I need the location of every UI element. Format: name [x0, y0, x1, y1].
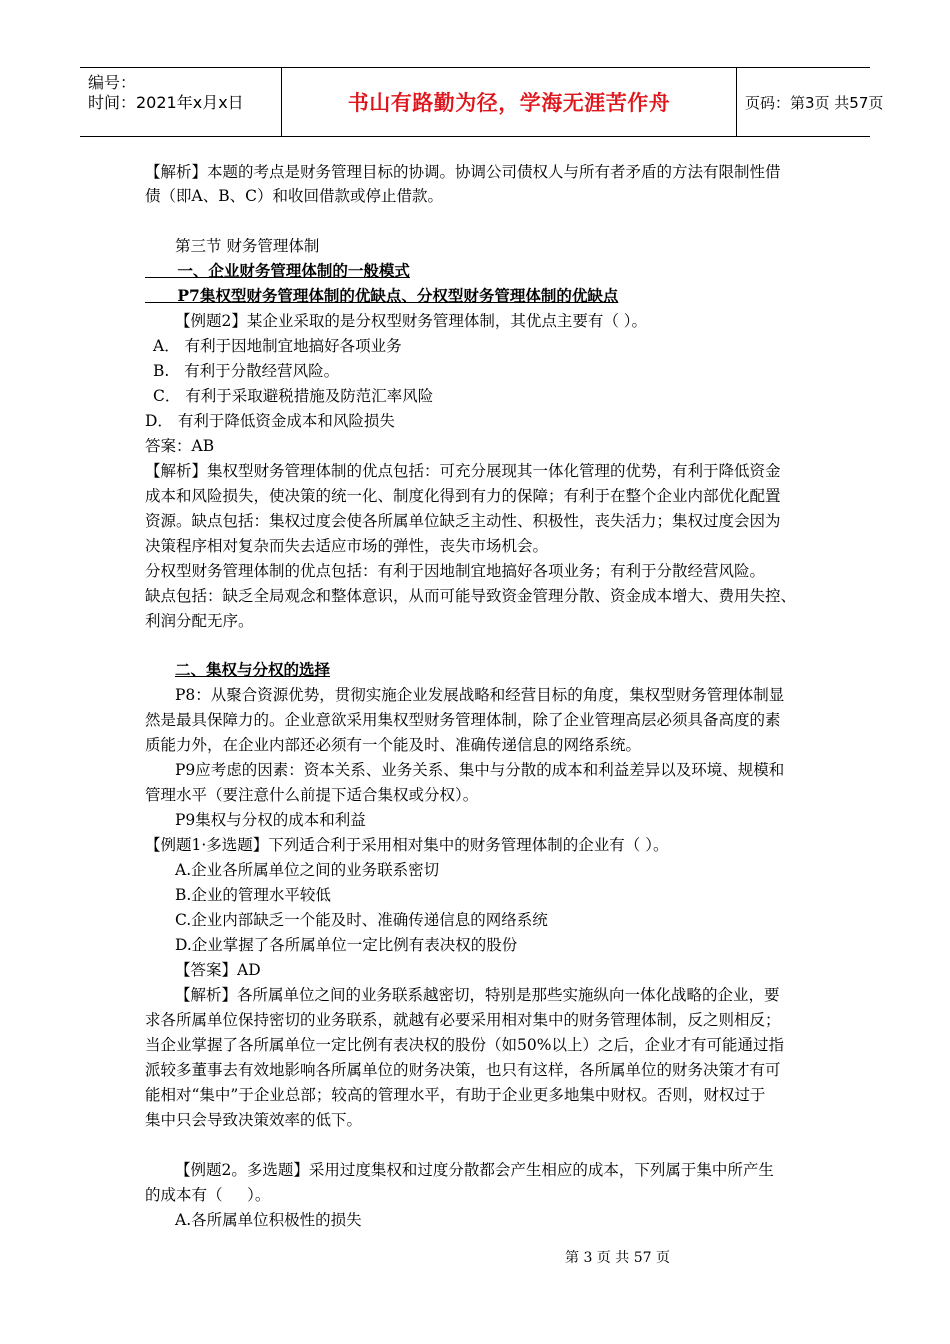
text-line: 然是最具保障力的。企业意欲采用集权型财务管理体制，除了企业管理高层必须具备高度的素: [145, 711, 781, 729]
option-c: C.企业内部缺乏一个能及时、准确传递信息的网络系统: [175, 911, 548, 929]
text-line: 当企业掌握了各所属单位一定比例有表决权的股份（如50%以上）之后，企业才有可能通过指: [145, 1036, 784, 1054]
text-line: 集中只会导致决策效率的低下。: [145, 1111, 363, 1129]
subsection-heading: 二、集权与分权的选择: [175, 660, 331, 679]
question-stem: 【例题2。多选题】采用过度集权和过度分散都会产生相应的成本，下列属于集中所产生: [175, 1161, 774, 1179]
text-line: 资源。缺点包括：集权过度会使各所属单位缺乏主动性、积极性，丧失活力；集权过度会因为: [145, 512, 781, 530]
subsection-heading: 一、企业财务管理体制的一般模式: [145, 261, 410, 280]
text-line: 【解析】本题的考点是财务管理目标的协调。协调公司债权人与所有者矛盾的方法有限制性借: [145, 163, 781, 181]
option-d: D.企业掌握了各所属单位一定比例有表决权的股份: [175, 936, 518, 954]
page-header: [80, 67, 884, 137]
option-c: C． 有利于采取避税措施及防范汇率风险: [153, 387, 434, 405]
text-line: P9应考虑的因素：资本关系、业务关系、集中与分散的成本和利益差异以及环境、规模和: [175, 761, 785, 779]
option-b: B. 有利于分散经营风险。: [153, 362, 340, 380]
option-b: B.企业的管理水平较低: [175, 886, 331, 904]
question-stem: 【例题2】某企业采取的是分权型财务管理体制，其优点主要有（ ）。: [175, 312, 648, 330]
text-line: 能相对“集中”于企业总部；较高的管理水平，有助于企业更多地集中财权。否则，财权过于: [145, 1086, 766, 1104]
text-line: 分权型财务管理体制的优点包括：有利于因地制宜地搞好各项业务；有利于分散经营风险。: [145, 562, 766, 580]
header-meta: [80, 68, 282, 136]
header-motto-cell: [282, 68, 737, 136]
section-heading: 第三节 财务管理体制: [175, 237, 320, 255]
text-line: 缺点包括：缺乏全局观念和整体意识，从而可能导致资金管理分散、资金成本增大、费用失控、: [145, 587, 797, 605]
subsection-heading: P7集权型财务管理体制的优缺点、分权型财务管理体制的优缺点: [145, 286, 619, 305]
option-a: A.各所属单位积极性的损失: [175, 1211, 362, 1229]
answer-line: 【答案】AD: [175, 961, 261, 979]
text-line: 质能力外，在企业内部还必须有一个能及时、准确传递信息的网络系统。: [145, 736, 642, 754]
header-motto: 书山有路勤为径，学海无涯苦作舟: [347, 91, 671, 115]
text-line: P8：从聚合资源优势，贯彻实施企业发展战略和经营目标的角度，集权型财务管理体制显: [175, 686, 785, 704]
text-line: 管理水平（要注意什么前提下适合集权或分权）。: [145, 786, 479, 804]
question-stem: 【例题1·多选题】下列适合利于采用相对集中的财务管理体制的企业有（ ）。: [145, 836, 669, 854]
text-line: 决策程序相对复杂而失去适应市场的弹性，丧失市场机会。: [145, 537, 549, 555]
text-line: 成本和风险损失，使决策的统一化、制度化得到有力的保障；有利于在整个企业内部优化配置: [145, 487, 781, 505]
header-page-info: 页码：第3页 共57页: [745, 93, 884, 112]
text-line: 求各所属单位保持密切的业务联系，就越有必要采用相对集中的财务管理体制，反之则相反；: [145, 1011, 781, 1029]
text-line: 的成本有（ ）。: [145, 1186, 271, 1204]
text-line: 债（即A、B、C）和收回借款或停止借款。: [145, 187, 443, 205]
header-date: 时间：2021年x月x日: [88, 93, 244, 112]
page-footer: 第 3 页 共 57 页: [565, 1250, 670, 1266]
option-a: A.企业各所属单位之间的业务联系密切: [175, 861, 440, 879]
text-line: 利润分配无序。: [145, 612, 254, 630]
option-a: A． 有利于因地制宜地搞好各项业务: [153, 337, 402, 355]
text-line: 派较多董事去有效地影响各所属单位的财务决策，也只有这样，各所属单位的财务决策才有可: [145, 1061, 781, 1079]
text-line: 【解析】各所属单位之间的业务联系越密切，特别是那些实施纵向一体化战略的企业，要: [175, 986, 780, 1004]
serial-number: 编号：: [88, 73, 137, 92]
answer-line: 答案：AB: [145, 437, 215, 455]
option-d: D． 有利于降低资金成本和风险损失: [145, 412, 395, 430]
text-line: P9集权与分权的成本和利益: [175, 811, 366, 829]
text-line: 【解析】集权型财务管理体制的优点包括：可充分展现其一体化管理的优势，有利于降低资金: [145, 462, 781, 480]
